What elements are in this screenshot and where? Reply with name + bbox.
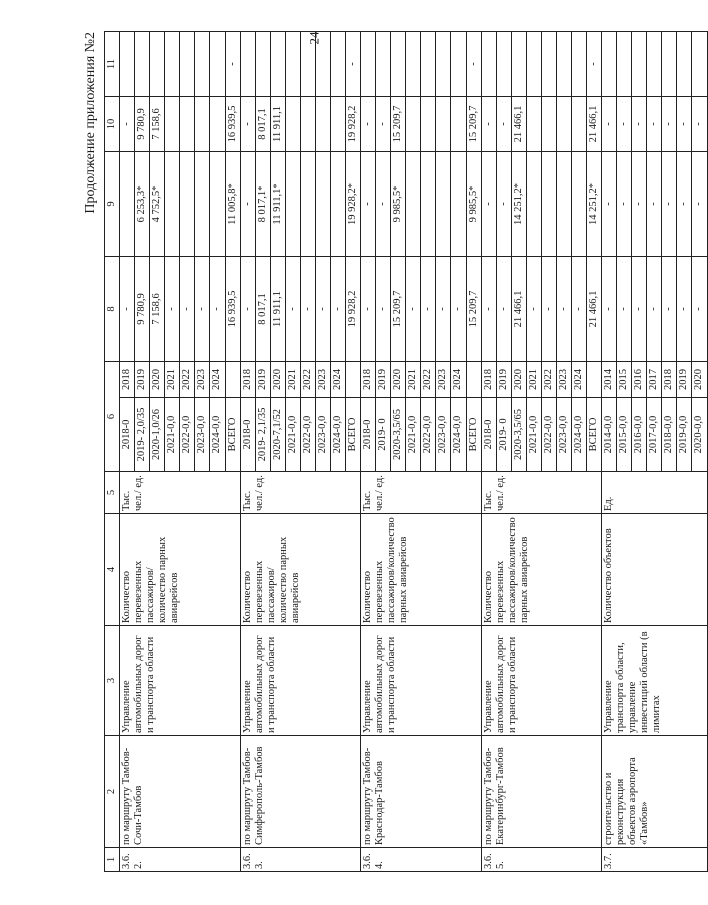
cell-c6: 2022-0,0	[421, 398, 436, 472]
cell-c7: -	[315, 257, 330, 362]
cell-c9: 15 209,7	[466, 97, 481, 152]
cell-c6b: 2020	[511, 362, 526, 398]
cell-c10	[330, 32, 345, 97]
cell-c9	[300, 97, 315, 152]
cell-c9	[451, 97, 466, 152]
column-header: 4	[105, 514, 120, 626]
cell-c6b: 2020	[150, 362, 165, 398]
cell-c6: 2023-0,0	[556, 398, 571, 472]
cell-c8	[300, 152, 315, 257]
cell-c8: 14 251,2*	[587, 152, 602, 257]
cell-c7: 8 017,1	[255, 257, 270, 362]
cell-c9	[195, 97, 210, 152]
cell-c6: ВСЕГО	[346, 398, 361, 472]
cell-c9: 21 466,1	[511, 97, 526, 152]
cell-c6b: 2019	[255, 362, 270, 398]
cell-c7: -	[632, 257, 647, 362]
route-name: по маршруту Тамбов-Симферополь-Тамбов	[240, 736, 361, 848]
cell-c6: 2016-0,0	[632, 398, 647, 472]
cell-c8: -	[602, 152, 617, 257]
table-row	[481, 32, 496, 872]
cell-c6b: 2018	[120, 362, 135, 398]
cell-c9: -	[240, 97, 255, 152]
section-number: 3.6.3.	[240, 848, 361, 872]
cell-c10	[406, 32, 421, 97]
section-number: 3.6.2.	[120, 848, 241, 872]
cell-c10	[632, 32, 647, 97]
cell-c10	[391, 32, 406, 97]
cell-c10	[677, 32, 692, 97]
cell-c10: -	[587, 32, 602, 97]
cell-c9: 8 017,1	[255, 97, 270, 152]
cell-c10	[692, 32, 707, 97]
cell-c8: 4 752,5*	[150, 152, 165, 257]
cell-c9	[330, 97, 345, 152]
cell-c9	[210, 97, 225, 152]
cell-c6b: 2024	[451, 362, 466, 398]
cell-c10	[617, 32, 632, 97]
column-header: 2	[105, 736, 120, 848]
route-name: по маршруту Тамбов-Екатеринбург-Тамбов	[481, 736, 602, 848]
cell-c8: 11 911,1*	[270, 152, 285, 257]
cell-c10	[436, 32, 451, 97]
cell-c6: 2024-0,0	[571, 398, 586, 472]
cell-c6b: 2021	[406, 362, 421, 398]
cell-c6: 2019- 0	[376, 398, 391, 472]
cell-c10	[210, 32, 225, 97]
cell-c10	[150, 32, 165, 97]
cell-c10	[647, 32, 662, 97]
cell-c7: 16 939,5	[225, 257, 240, 362]
cell-c8	[451, 152, 466, 257]
cell-c10	[255, 32, 270, 97]
cell-c9: -	[361, 97, 376, 152]
cell-c7: -	[165, 257, 180, 362]
cell-c8	[120, 152, 135, 257]
cell-c8: -	[632, 152, 647, 257]
cell-c8	[180, 152, 195, 257]
cell-c7: -	[330, 257, 345, 362]
cell-c7: -	[436, 257, 451, 362]
cell-c6: ВСЕГО	[587, 398, 602, 472]
cell-c6b: 2024	[571, 362, 586, 398]
cell-c10	[496, 32, 511, 97]
cell-c8	[556, 152, 571, 257]
cell-c8	[210, 152, 225, 257]
cell-c8: -	[617, 152, 632, 257]
cell-c6b: 2024	[330, 362, 345, 398]
cell-c8	[541, 152, 556, 257]
cell-c8	[165, 152, 180, 257]
cell-c8: -	[692, 152, 707, 257]
cell-c8: 14 251,2*	[511, 152, 526, 257]
executor: Управление автомобильных дорог и транспорта области	[240, 626, 361, 736]
cell-c7: -	[692, 257, 707, 362]
table-row	[602, 32, 617, 872]
cell-c9: -	[617, 97, 632, 152]
cell-c9	[165, 97, 180, 152]
cell-c7: -	[210, 257, 225, 362]
cell-c6: 2018-0	[361, 398, 376, 472]
cell-c6: 2019- 2,1/35	[255, 398, 270, 472]
cell-c7: 9 780,9	[135, 257, 150, 362]
cell-c7: -	[406, 257, 421, 362]
cell-c7: -	[647, 257, 662, 362]
cell-c6: 2021-0,0	[285, 398, 300, 472]
unit: Тыс. чел./ ед.	[120, 472, 241, 514]
cell-c7: -	[361, 257, 376, 362]
table-row	[240, 32, 255, 872]
cell-c6: 2022-0,0	[300, 398, 315, 472]
cell-c9: -	[692, 97, 707, 152]
cell-c6: 2018-0	[240, 398, 255, 472]
cell-c10	[240, 32, 255, 97]
cell-c9: -	[602, 97, 617, 152]
cell-c6: ВСЕГО	[225, 398, 240, 472]
cell-c6: 2020-7,1/52	[270, 398, 285, 472]
cell-c7: -	[285, 257, 300, 362]
cell-c9	[315, 97, 330, 152]
cell-c9: -	[496, 97, 511, 152]
cell-c7: 7 158,6	[150, 257, 165, 362]
executor: Управление автомобильных дорог и транспорта области	[361, 626, 482, 736]
indicator: Количество перевезенных пассажиров/количество парных авиарейсов	[481, 514, 602, 626]
cell-c7: -	[451, 257, 466, 362]
cell-c9	[406, 97, 421, 152]
cell-c10	[315, 32, 330, 97]
cell-c6b: 2018	[481, 362, 496, 398]
cell-c6: 2019- 0	[496, 398, 511, 472]
cell-c8: -	[481, 152, 496, 257]
cell-c6b: 2020	[270, 362, 285, 398]
cell-c7: -	[602, 257, 617, 362]
indicator: Количество перевезенных пассажиров/ количество парных авиарейсов	[240, 514, 361, 626]
cell-c7: -	[195, 257, 210, 362]
cell-c7: -	[120, 257, 135, 362]
cell-c10: -	[225, 32, 240, 97]
cell-c8	[330, 152, 345, 257]
column-header: 10	[105, 97, 120, 152]
cell-c6: 2018-0,0	[662, 398, 677, 472]
column-header: 8	[105, 257, 120, 362]
cell-c6: 2024-0,0	[330, 398, 345, 472]
cell-c6b	[587, 362, 602, 398]
cell-c10	[361, 32, 376, 97]
cell-c6b: 2019	[496, 362, 511, 398]
cell-c6b: 2022	[541, 362, 556, 398]
cell-c6: 2023-0,0	[315, 398, 330, 472]
cell-c6b: 2021	[526, 362, 541, 398]
cell-c6b: 2020	[391, 362, 406, 398]
cell-c7: 11 911,1	[270, 257, 285, 362]
route-name: строительство и реконструкция объектов аэропорта «Тамбов»	[602, 736, 707, 848]
route-name: по маршруту Тамбов-Краснодар-Тамбов	[361, 736, 482, 848]
cell-c10: -	[466, 32, 481, 97]
cell-c10	[300, 32, 315, 97]
table-row	[120, 32, 135, 872]
cell-c10	[571, 32, 586, 97]
cell-c8	[406, 152, 421, 257]
cell-c6: 2019-0,0	[677, 398, 692, 472]
executor: Управление автомобильных дорог и транспорта области	[481, 626, 602, 736]
section-number: 3.6.4.	[361, 848, 482, 872]
unit: Тыс. чел./ ед.	[481, 472, 602, 514]
column-header: 6	[105, 362, 120, 472]
cell-c6b: 2018	[662, 362, 677, 398]
cell-c6: 2019- 2,0/35	[135, 398, 150, 472]
cell-c8: 8 017,1*	[255, 152, 270, 257]
cell-c8: -	[677, 152, 692, 257]
cell-c6b: 2024	[210, 362, 225, 398]
section-number: 3.6.5.	[481, 848, 602, 872]
cell-c9	[421, 97, 436, 152]
indicator: Количество перевезенных пассажиров/количество парных авиарейсов	[361, 514, 482, 626]
cell-c9: -	[481, 97, 496, 152]
cell-c10	[421, 32, 436, 97]
rotated-page	[80, 32, 705, 872]
cell-c6: 2014-0,0	[602, 398, 617, 472]
column-header: 1	[105, 848, 120, 872]
unit: Тыс. чел./ ед.	[240, 472, 361, 514]
cell-c7: 19 928,2	[346, 257, 361, 362]
cell-c6b: 2015	[617, 362, 632, 398]
cell-c8	[421, 152, 436, 257]
cell-c8: 9 985,5*	[391, 152, 406, 257]
executor: Управление автомобильных дорог и транспорта области	[120, 626, 241, 736]
cell-c9	[556, 97, 571, 152]
cell-c9: 19 928,2	[346, 97, 361, 152]
indicator: Количество объектов	[602, 514, 707, 626]
cell-c7: -	[571, 257, 586, 362]
cell-c6: 2024-0,0	[451, 398, 466, 472]
cell-c10	[541, 32, 556, 97]
cell-c7: -	[481, 257, 496, 362]
cell-c9: 9 780,9	[135, 97, 150, 152]
cell-c7: 21 466,1	[587, 257, 602, 362]
cell-c6: 2020-1,0/26	[150, 398, 165, 472]
cell-c6b: 2023	[195, 362, 210, 398]
cell-c6b: 2020	[692, 362, 707, 398]
continuation-title: Продолжение приложения №2	[83, 32, 98, 214]
cell-c8: -	[662, 152, 677, 257]
cell-c7: -	[677, 257, 692, 362]
cell-c6: 2020-3,5/65	[391, 398, 406, 472]
cell-c7: -	[556, 257, 571, 362]
cell-c8: 9 985,5*	[466, 152, 481, 257]
cell-c9	[180, 97, 195, 152]
cell-c6b: 2018	[361, 362, 376, 398]
cell-c6b: 2023	[556, 362, 571, 398]
cell-c7: -	[300, 257, 315, 362]
column-header: 9	[105, 152, 120, 257]
column-header: 11	[105, 32, 120, 97]
cell-c7: -	[496, 257, 511, 362]
cell-c8: -	[361, 152, 376, 257]
cell-c6b: 2022	[300, 362, 315, 398]
cell-c6: 2017-0,0	[647, 398, 662, 472]
cell-c9: -	[632, 97, 647, 152]
cell-c6b: 2021	[285, 362, 300, 398]
cell-c6b: 2016	[632, 362, 647, 398]
cell-c8	[195, 152, 210, 257]
cell-c6b: 2019	[677, 362, 692, 398]
cell-c8: -	[240, 152, 255, 257]
cell-c8	[436, 152, 451, 257]
unit: Ед.	[602, 472, 707, 514]
cell-c6: 2020-3,5/65	[511, 398, 526, 472]
cell-c6b	[225, 362, 240, 398]
program-table	[104, 31, 708, 872]
cell-c6b: 2022	[180, 362, 195, 398]
cell-c7: -	[662, 257, 677, 362]
cell-c10	[556, 32, 571, 97]
cell-c6: 2018-0	[120, 398, 135, 472]
cell-c6b: 2017	[647, 362, 662, 398]
cell-c8: -	[376, 152, 391, 257]
cell-c10	[285, 32, 300, 97]
cell-c8: -	[496, 152, 511, 257]
cell-c9: 16 939,5	[225, 97, 240, 152]
column-header: 5	[105, 472, 120, 514]
cell-c6: 2023-0,0	[436, 398, 451, 472]
cell-c7: -	[541, 257, 556, 362]
cell-c7: -	[180, 257, 195, 362]
cell-c6: 2022-0,0	[180, 398, 195, 472]
cell-c6: 2022-0,0	[541, 398, 556, 472]
cell-c9: 11 911,1	[270, 97, 285, 152]
cell-c10	[120, 32, 135, 97]
cell-c10	[526, 32, 541, 97]
cell-c8: -	[647, 152, 662, 257]
cell-c10	[451, 32, 466, 97]
cell-c9	[436, 97, 451, 152]
cell-c7: -	[240, 257, 255, 362]
cell-c6b: 2023	[315, 362, 330, 398]
cell-c8: 6 253,3*	[135, 152, 150, 257]
cell-c10	[376, 32, 391, 97]
cell-c9: -	[677, 97, 692, 152]
cell-c6b: 2019	[376, 362, 391, 398]
cell-c10	[602, 32, 617, 97]
cell-c9	[541, 97, 556, 152]
cell-c9	[571, 97, 586, 152]
cell-c9	[285, 97, 300, 152]
cell-c10	[511, 32, 526, 97]
cell-c9: 7 158,6	[150, 97, 165, 152]
executor: Управление транспорта области, управление инвестиций области (в лимитах	[602, 626, 707, 736]
route-name: по маршруту Тамбов-Сочи-Тамбов	[120, 736, 241, 848]
column-header: 3	[105, 626, 120, 736]
cell-c8	[315, 152, 330, 257]
cell-c10	[180, 32, 195, 97]
cell-c6: 2021-0,0	[406, 398, 421, 472]
cell-c9: -	[662, 97, 677, 152]
page-number: 24	[306, 31, 322, 45]
cell-c9: 15 209,7	[391, 97, 406, 152]
cell-c6: 2021-0,0	[526, 398, 541, 472]
cell-c9: -	[647, 97, 662, 152]
unit: Тыс. чел./ ед.	[361, 472, 482, 514]
cell-c6: 2024-0,0	[210, 398, 225, 472]
cell-c8	[285, 152, 300, 257]
cell-c6: 2018-0	[481, 398, 496, 472]
cell-c10	[481, 32, 496, 97]
cell-c6b	[346, 362, 361, 398]
cell-c6: 2021-0,0	[165, 398, 180, 472]
column-header-row	[105, 32, 120, 872]
cell-c7: 15 209,7	[466, 257, 481, 362]
cell-c8: 11 005,8*	[225, 152, 240, 257]
cell-c10	[662, 32, 677, 97]
cell-c7: 21 466,1	[511, 257, 526, 362]
cell-c6b: 2019	[135, 362, 150, 398]
cell-c6b: 2022	[421, 362, 436, 398]
cell-c10	[270, 32, 285, 97]
cell-c6b: 2021	[165, 362, 180, 398]
section-number: 3.7.	[602, 848, 707, 872]
table-row	[361, 32, 376, 872]
cell-c8	[526, 152, 541, 257]
cell-c6b: 2018	[240, 362, 255, 398]
cell-c7: -	[526, 257, 541, 362]
cell-c9: -	[120, 97, 135, 152]
cell-c8: 19 928,2*	[346, 152, 361, 257]
cell-c7: -	[376, 257, 391, 362]
cell-c6: 2023-0,0	[195, 398, 210, 472]
cell-c7: -	[421, 257, 436, 362]
cell-c6b: 2014	[602, 362, 617, 398]
cell-c6b	[466, 362, 481, 398]
cell-c7: -	[617, 257, 632, 362]
cell-c6b: 2023	[436, 362, 451, 398]
cell-c7: 15 209,7	[391, 257, 406, 362]
cell-c6: ВСЕГО	[466, 398, 481, 472]
cell-c10	[165, 32, 180, 97]
cell-c10: -	[346, 32, 361, 97]
cell-c9	[526, 97, 541, 152]
cell-c10	[195, 32, 210, 97]
cell-c10	[135, 32, 150, 97]
cell-c6: 2015-0,0	[617, 398, 632, 472]
indicator: Количество перевезенных пассажиров/ количество парных авиарейсов	[120, 514, 241, 626]
cell-c6: 2020-0,0	[692, 398, 707, 472]
cell-c9: -	[376, 97, 391, 152]
cell-c8	[571, 152, 586, 257]
cell-c9: 21 466,1	[587, 97, 602, 152]
